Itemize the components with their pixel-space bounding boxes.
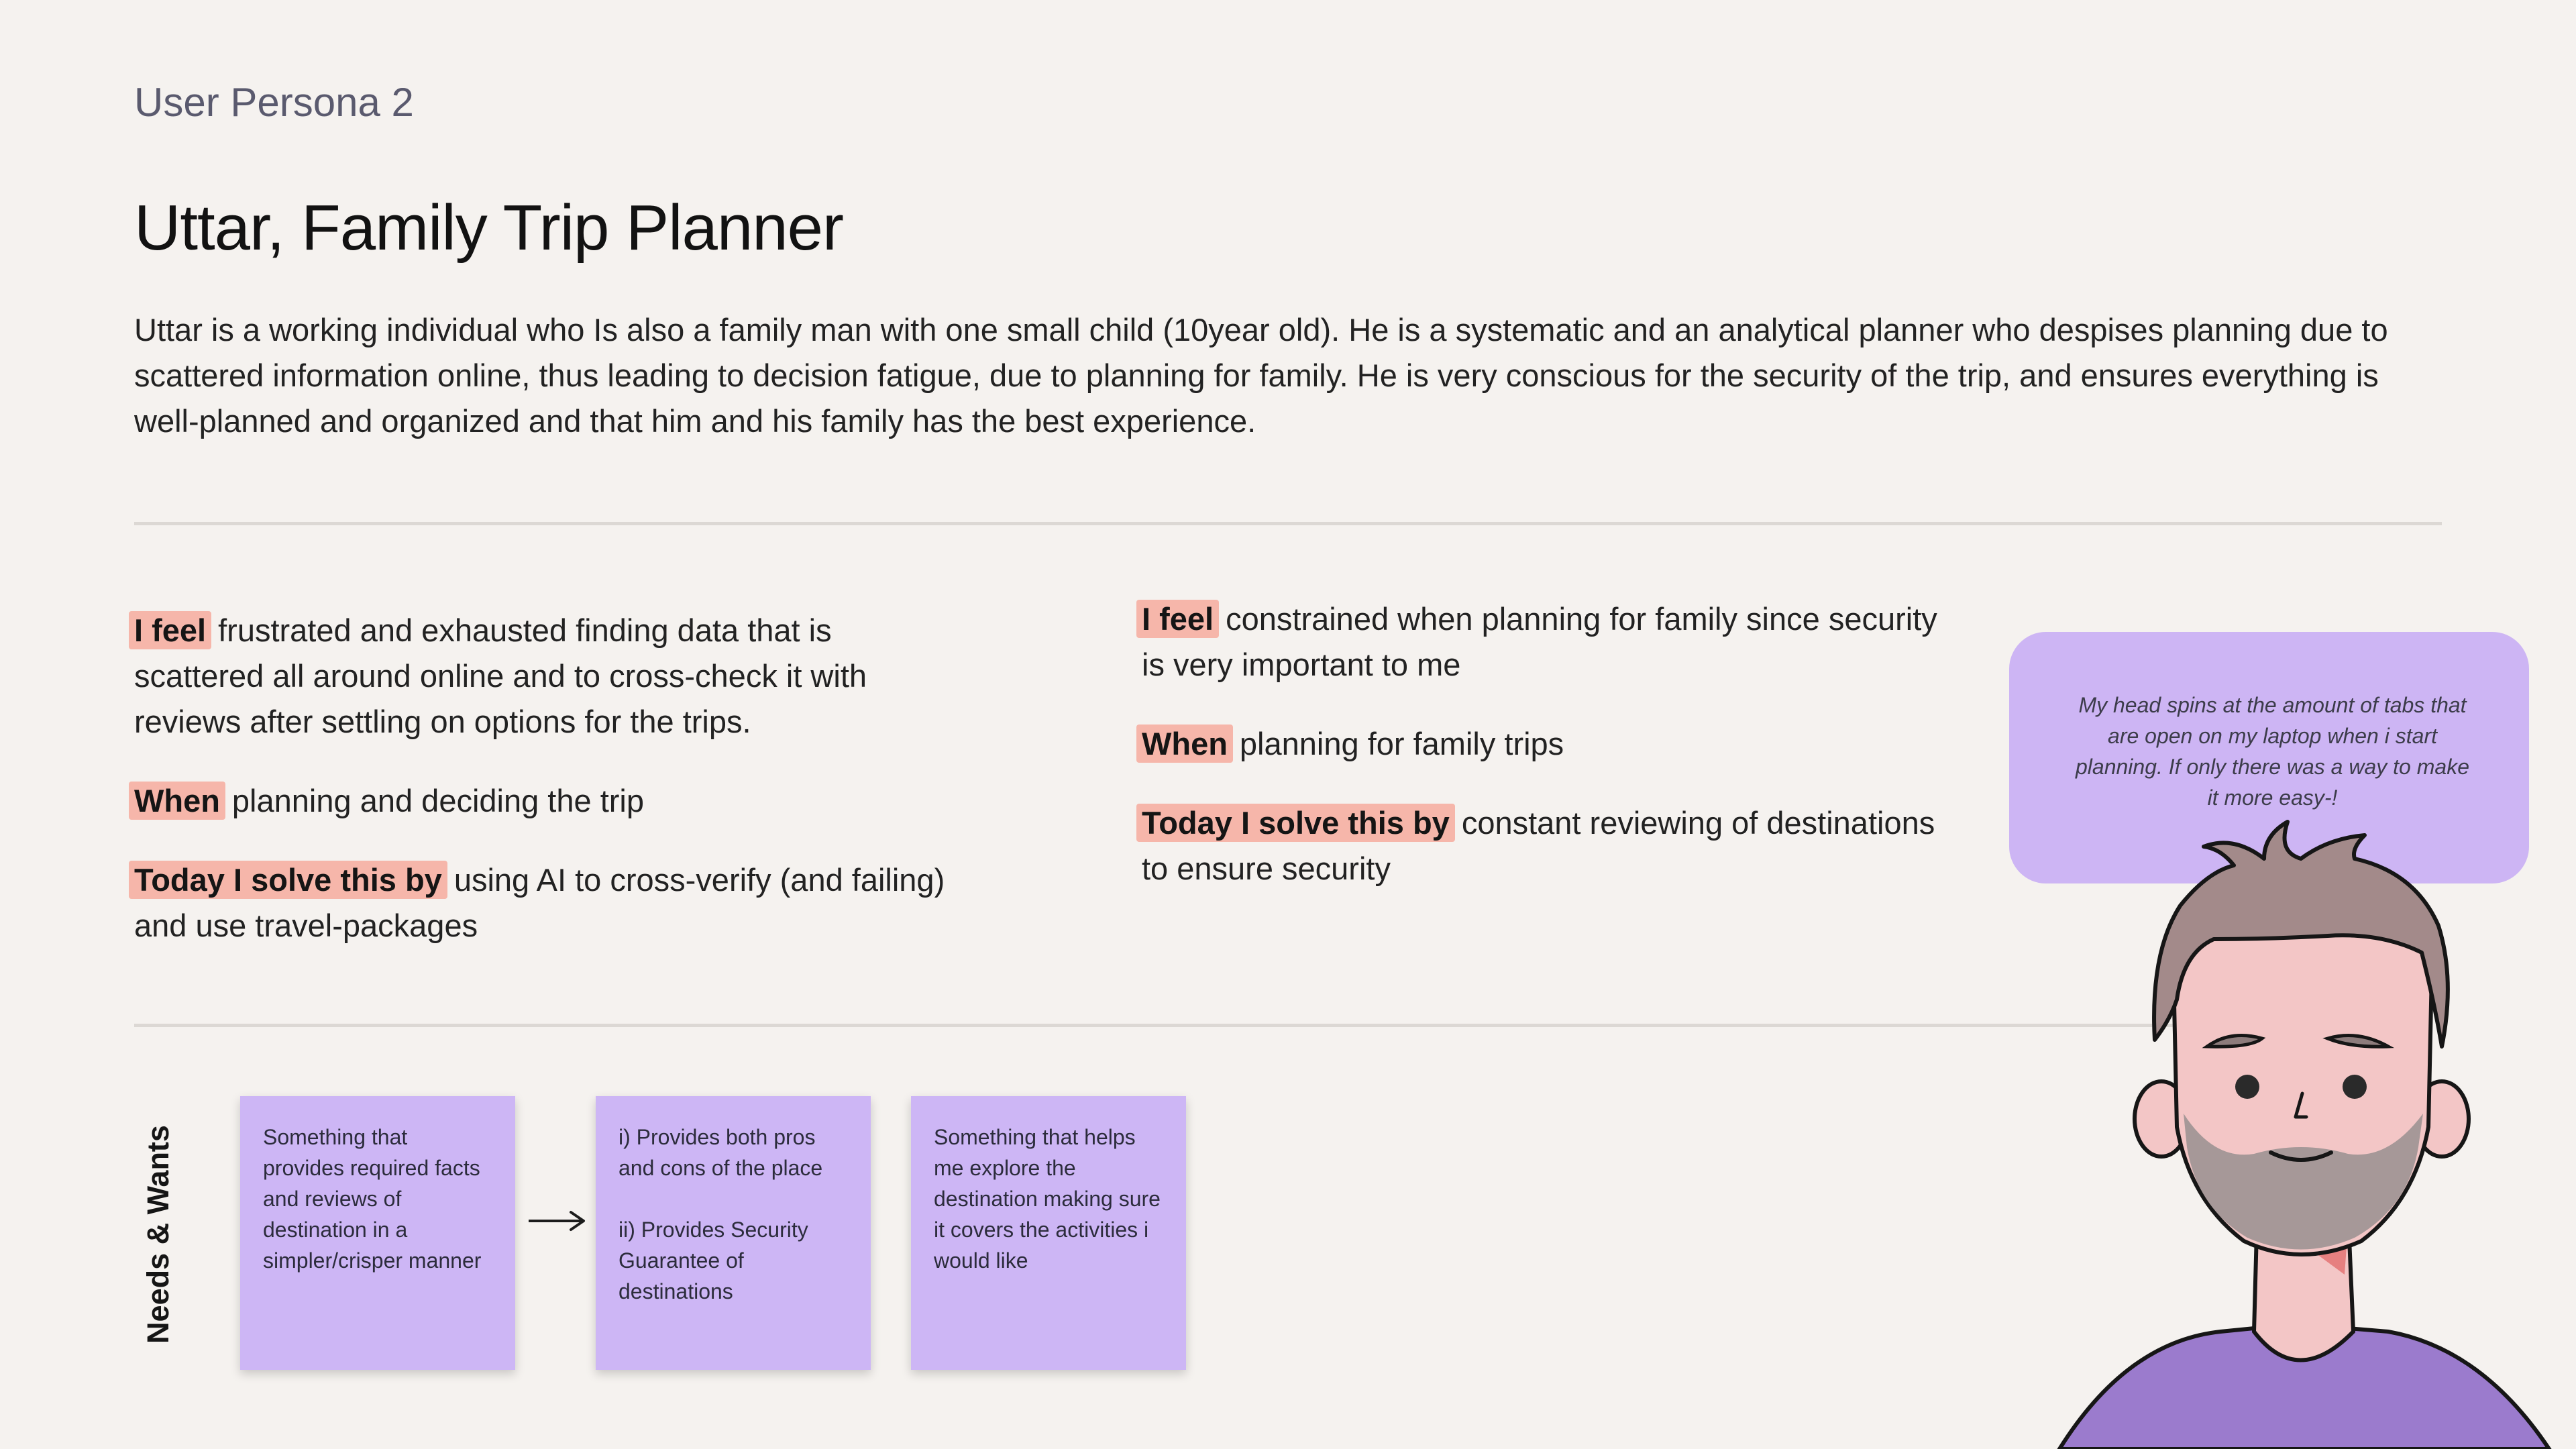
persona-number: User Persona 2 <box>134 80 414 125</box>
when-text: planning and deciding the trip <box>231 783 644 818</box>
when-label: When <box>129 782 225 820</box>
feel-text: constrained when planning for family since security is very important to me <box>1142 601 1937 682</box>
when-label: When <box>1136 724 1233 763</box>
needs-wants-label <box>87 1127 229 1342</box>
persona-description: Uttar is a working individual who Is also a family man with one small child (10year old). He is a systematic and an analytical planner who despises planning due to scattered information online, thus leading to decision fatigue, due to planning for family. He is very conscious for the security of the trip, and ensures everything is well-planned and organized and that him and his family has the best experience. <box>134 312 2388 439</box>
when-statement <box>134 778 953 824</box>
sticky-note-2: i) Provides both pros and cons of the place ii) Provides Security Guarantee of destinations <box>596 1096 871 1370</box>
feel-statement <box>134 608 953 745</box>
feel-label: I feel <box>1136 600 1219 638</box>
insights-left <box>134 608 953 982</box>
page-title: Uttar, Family Trip Planner <box>134 192 843 264</box>
feel-label: I feel <box>129 611 211 649</box>
needs-wants-text: Needs & Wants <box>141 1125 175 1344</box>
feel-statement <box>1142 596 1967 688</box>
arrow-right-icon <box>527 1208 587 1234</box>
solve-label: Today I solve this by <box>1136 804 1455 842</box>
when-statement <box>1142 721 1967 767</box>
sticky-note-3: Something that helps me explore the destination making sure it covers the activities i would like <box>911 1096 1186 1370</box>
feel-text: frustrated and exhausted finding data that is scattered all around online and to cross-check it with reviews after settling on options for the trips. <box>134 612 867 739</box>
divider-bottom <box>134 1024 2200 1027</box>
solve-label: Today I solve this by <box>129 861 447 899</box>
persona-quote: My head spins at the amount of tabs that are open on my laptop when i start planning. If only there was a way to make it more easy-! <box>2076 693 2469 810</box>
insights-right <box>1142 596 1967 925</box>
divider-top <box>134 522 2442 525</box>
persona-avatar-icon <box>2046 818 2576 1449</box>
solve-statement <box>1142 800 1967 892</box>
when-text: planning for family trips <box>1239 726 1564 761</box>
sticky-note-1: Something that provides required facts and reviews of destination in a simpler/crisper manner <box>240 1096 515 1370</box>
solve-text: constant reviewing of destinations to ensure security <box>1142 805 1935 886</box>
solve-statement <box>134 857 953 949</box>
solve-text: using AI to cross-verify (and failing) and use travel-packages <box>134 862 945 943</box>
